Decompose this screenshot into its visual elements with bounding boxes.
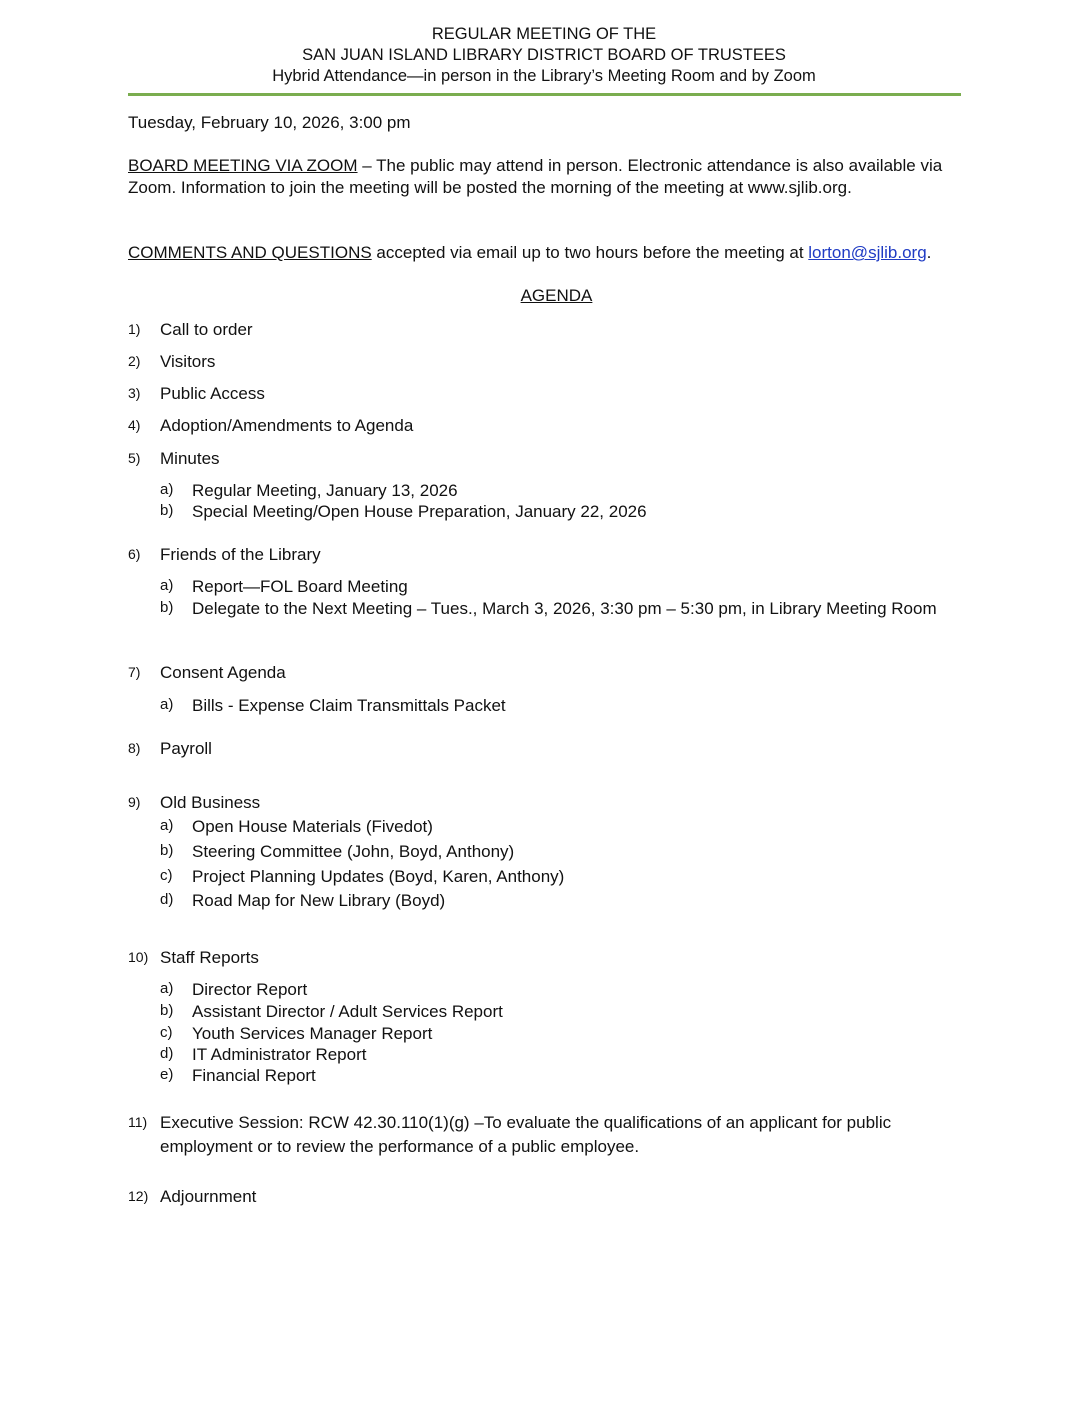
agenda-subitem-label: Bills - Expense Claim Transmittals Packet [192, 696, 506, 715]
agenda-subitem-label: IT Administrator Report [192, 1045, 367, 1064]
agenda-subitem-label: Road Map for New Library (Boyd) [192, 891, 446, 910]
agenda-subitem-label: Special Meeting/Open House Preparation, January 22, 2026 [192, 502, 647, 521]
agenda-subitem-label: Steering Committee (John, Boyd, Anthony) [192, 842, 515, 861]
agenda-item-label: Old Business [160, 793, 261, 812]
agenda-subitem-letter: d) [160, 1045, 174, 1062]
zoom-notice-label: BOARD MEETING VIA ZOOM [128, 156, 358, 175]
agenda-item-number: 9) [128, 794, 141, 810]
agenda-item-number: 6) [128, 546, 141, 562]
header-line-2: SAN JUAN ISLAND LIBRARY DISTRICT BOARD OF TRUSTEES [302, 46, 786, 64]
meeting-date: Tuesday, February 10, 2026, 3:00 pm [128, 113, 411, 132]
agenda-item-label: Friends of the Library [160, 545, 321, 564]
comments-notice-text: accepted via email up to two hours before the meeting at [371, 243, 809, 262]
agenda-subitem-label: Project Planning Updates (Boyd, Karen, Anthony) [192, 867, 565, 886]
comments-notice-period: . [926, 243, 932, 262]
agenda-subitem-letter: a) [160, 817, 174, 834]
agenda-item-label: Minutes [160, 449, 220, 468]
agenda-title: AGENDA [520, 286, 593, 305]
document-header [128, 24, 960, 87]
agenda-item-label: Public Access [160, 384, 265, 403]
agenda-subitem-letter: c) [160, 867, 173, 884]
agenda-item-number: 11) [128, 1114, 148, 1130]
zoom-notice-text: – The public may attend in person. Electronic attendance is also available via Zoom. Information to join the meeting will be posted the morning of the meeting at www.sjlib.org. [128, 156, 943, 197]
agenda-item-number: 5) [128, 450, 141, 466]
agenda-item-label: Consent Agenda [160, 663, 286, 682]
email-link[interactable]: lorton@sjlib.org [808, 243, 927, 262]
agenda-subitem-letter: b) [160, 502, 174, 519]
agenda-subitem-letter: e) [160, 1066, 174, 1083]
agenda-item-number: 8) [128, 740, 141, 756]
agenda-subitem-letter: b) [160, 599, 174, 616]
agenda-subitem-letter: b) [160, 842, 174, 859]
agenda-item-number: 1) [128, 321, 141, 337]
agenda-item-label: Adjournment [160, 1187, 257, 1206]
agenda-item-label: Staff Reports [160, 948, 259, 967]
agenda-subitem-label: Delegate to the Next Meeting – Tues., March 3, 2026, 3:30 pm – 5:30 pm, in Library Meeting Room [192, 599, 937, 618]
agenda-item-number: 4) [128, 417, 141, 433]
agenda-subitem-letter: a) [160, 696, 174, 713]
agenda-item-label: Adoption/Amendments to Agenda [160, 416, 414, 435]
agenda-subitem-letter: b) [160, 1002, 174, 1019]
zoom-notice [128, 155, 978, 198]
agenda-subitem-label: Youth Services Manager Report [192, 1024, 433, 1043]
header-line-3: Hybrid Attendance—in person in the Library’s Meeting Room and by Zoom [272, 67, 816, 85]
agenda-item-label: Payroll [160, 739, 212, 758]
agenda-item-number: 2) [128, 353, 141, 369]
agenda-subitem-label: Assistant Director / Adult Services Report [192, 1002, 503, 1021]
agenda-subitem-label: Report—FOL Board Meeting [192, 577, 408, 596]
agenda-item-number: 7) [128, 664, 141, 680]
comments-notice-label: COMMENTS AND QUESTIONS [128, 243, 372, 262]
agenda-subitem-letter: d) [160, 891, 174, 908]
agenda-subitem-letter: a) [160, 980, 174, 997]
agenda-item-number: 12) [128, 1188, 149, 1204]
header-line-1: REGULAR MEETING OF THE [431, 25, 657, 43]
agenda-subitem-label: Financial Report [192, 1066, 316, 1085]
agenda-subitem-label: Director Report [192, 980, 308, 999]
agenda-item-label: Visitors [160, 352, 216, 371]
agenda-subitem-label: Open House Materials (Fivedot) [192, 817, 433, 836]
agenda-subitem-letter: a) [160, 577, 174, 594]
agenda-subitem-label: Regular Meeting, January 13, 2026 [192, 481, 458, 500]
header-divider [128, 93, 961, 96]
agenda-subitem-letter: a) [160, 481, 174, 498]
comments-notice [128, 242, 1008, 264]
agenda-item-label: Call to order [160, 320, 253, 339]
agenda-item-label: Executive Session: RCW 42.30.110(1)(g) –To evaluate the qualifications of an applicant for public employment or to review the performance of a public employee. [160, 1113, 892, 1156]
agenda-item-number: 3) [128, 385, 141, 401]
agenda-subitem-letter: c) [160, 1024, 173, 1041]
agenda-item-number: 10) [128, 949, 149, 965]
